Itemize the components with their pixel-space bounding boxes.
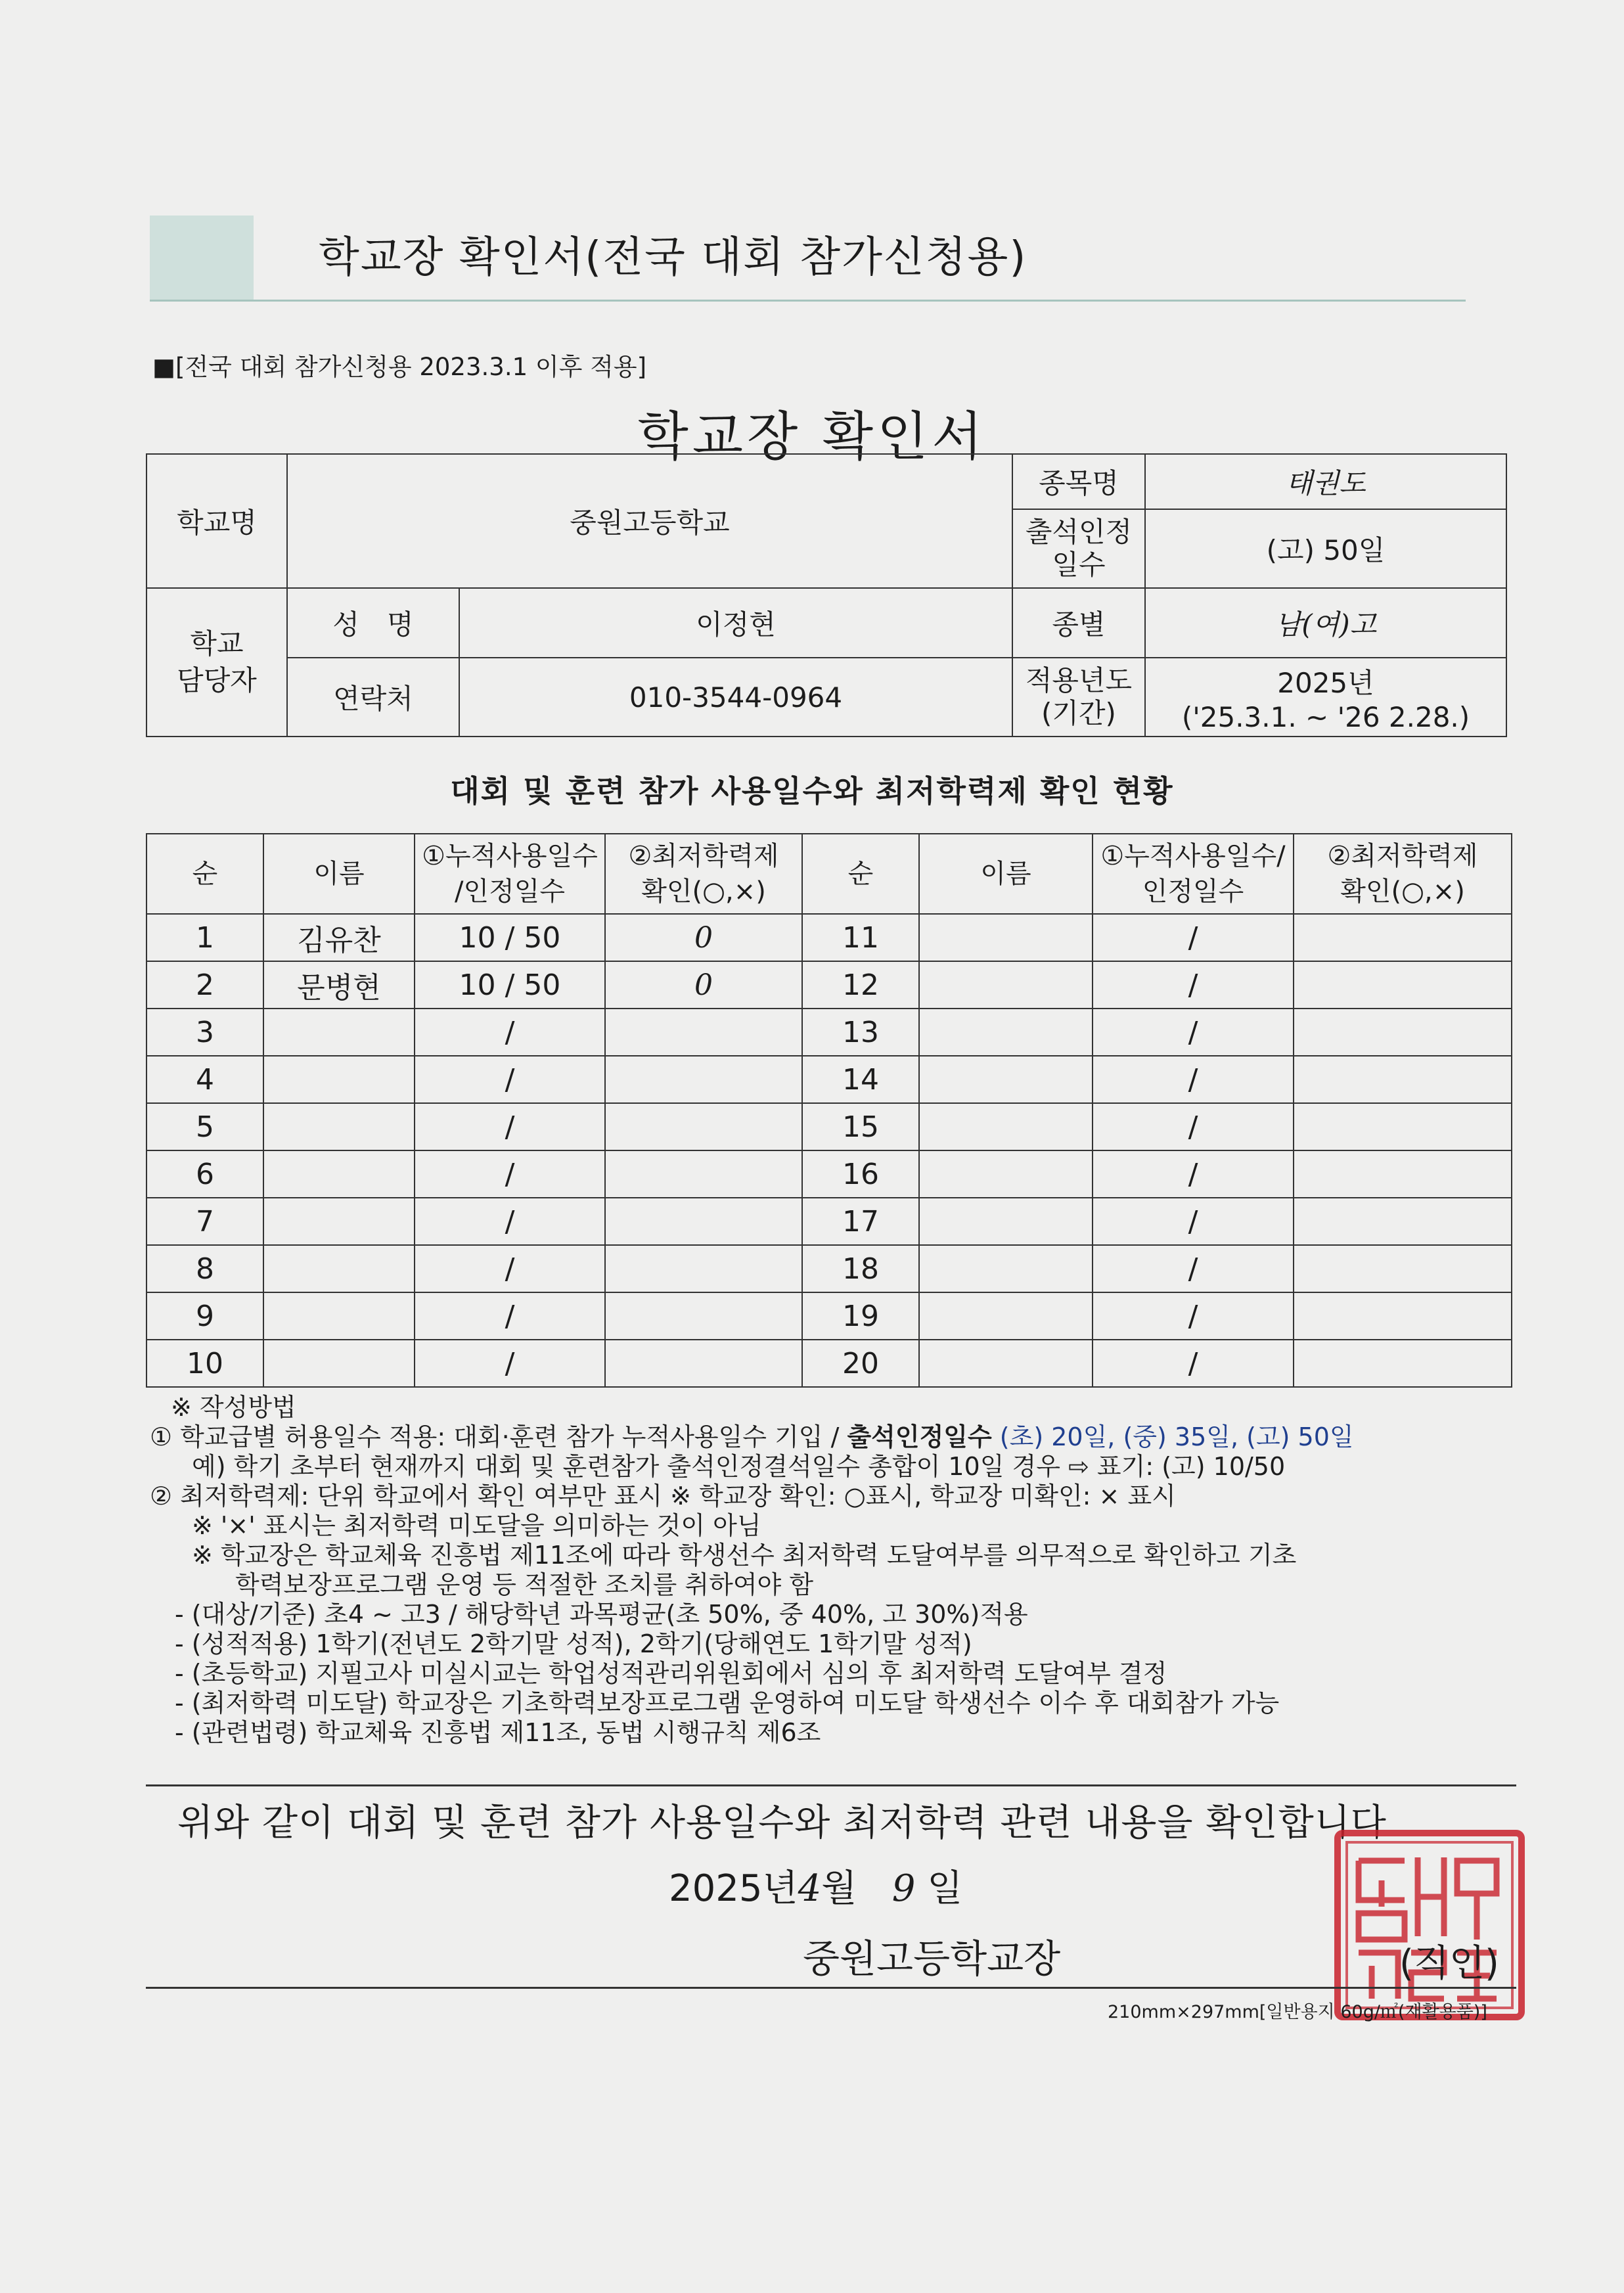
- date-year: 2025년: [669, 1867, 798, 1910]
- roster-row: [147, 914, 1512, 961]
- detail-5: - (관련법령) 학교체육 진흥법 제11조, 동법 시행규칙 제6조: [175, 1718, 821, 1747]
- seal-label: (직인): [1399, 1942, 1499, 1985]
- official-seal: [1332, 1828, 1527, 2022]
- detail-4: - (최저학력 미도달) 학교장은 기초학력보장프로그램 운영하여 미도달 학생선수 이수 후 대회참가 가능: [175, 1689, 1280, 1717]
- row-name-2: [919, 961, 1093, 1009]
- row-name-2: [919, 1009, 1093, 1056]
- note-1-text: ① 학교급별 허용일수 적용: 대회·훈련 참가 누적사용일수 기입 /: [150, 1422, 847, 1451]
- row-check-2: [1294, 1056, 1512, 1103]
- col-check: ②최저학력제 확인(○,×): [605, 834, 802, 914]
- row-no-2: 19: [802, 1292, 919, 1340]
- row-days: 10 / 50: [415, 914, 605, 961]
- row-days: /: [415, 1009, 605, 1056]
- row-check: [605, 1150, 802, 1198]
- row-name: [263, 1292, 415, 1340]
- row-check: [605, 1292, 802, 1340]
- row-days-2: /: [1093, 961, 1294, 1009]
- gender-label: 종별: [1012, 588, 1145, 658]
- roster-row: [147, 1340, 1512, 1387]
- row-no: 10: [147, 1340, 263, 1387]
- row-days: /: [415, 1340, 605, 1387]
- roster-row: [147, 1292, 1512, 1340]
- row-name: [263, 1009, 415, 1056]
- event-label: 종목명: [1012, 454, 1145, 509]
- col-name-2: 이름: [919, 834, 1093, 914]
- row-days: /: [415, 1056, 605, 1103]
- col-name: 이름: [263, 834, 415, 914]
- row-check-2: [1294, 1198, 1512, 1245]
- header-underline: [150, 300, 1466, 302]
- roster-table: [146, 833, 1512, 1388]
- row-check-2: [1294, 1150, 1512, 1198]
- staff-label: 학교 담당자: [147, 588, 287, 737]
- row-name-2: [919, 1150, 1093, 1198]
- detail-2: - (성적적용) 1학기(전년도 2학기말 성적), 2학기(당해연도 1학기말 성적): [175, 1629, 972, 1658]
- instructions: [150, 1393, 1516, 1748]
- bottom-rule: [146, 1987, 1516, 1989]
- notes-heading: ※ 작성방법: [171, 1393, 296, 1422]
- row-days-2: /: [1093, 1009, 1294, 1056]
- row-no: 6: [147, 1150, 263, 1198]
- row-no: 5: [147, 1103, 263, 1150]
- row-no: 4: [147, 1056, 263, 1103]
- row-check: [605, 1245, 802, 1292]
- col-days-2: ①누적사용일수/ 인정일수: [1093, 834, 1294, 914]
- row-no: 1: [147, 914, 263, 961]
- issue-date: [669, 1859, 962, 1912]
- date-day: 9: [891, 1867, 916, 1910]
- detail-1: - (대상/기준) 초4 ~ 고3 / 해당학년 과목평균(초 50%, 중 40%, 고 30%)적용: [175, 1600, 1028, 1629]
- year-label: 적용년도 (기간): [1012, 658, 1145, 737]
- roster-row: [147, 961, 1512, 1009]
- applicability-note: ■[전국 대회 참가신청용 2023.3.1 이후 적용]: [152, 353, 647, 381]
- row-days-2: /: [1093, 1292, 1294, 1340]
- attendance-value: (고) 50일: [1145, 509, 1506, 588]
- row-name: 김유찬: [263, 914, 415, 961]
- row-no-2: 16: [802, 1150, 919, 1198]
- row-check-2: [1294, 1009, 1512, 1056]
- note-2-a: ※ '×' 표시는 최저학력 미도달을 의미하는 것이 아님: [192, 1511, 761, 1540]
- year-cell: [1145, 658, 1506, 737]
- row-no-2: 11: [802, 914, 919, 961]
- note-2: ② 최저학력제: 단위 학교에서 확인 여부만 표시 ※ 학교장 확인: ○표시, 학교장 미확인: × 표시: [150, 1482, 1176, 1510]
- section-title: 대회 및 훈련 참가 사용일수와 최저학력제 확인 현황: [450, 773, 1174, 809]
- gender-value: 남(여)고: [1145, 588, 1506, 658]
- row-days-2: /: [1093, 1150, 1294, 1198]
- roster-row: [147, 1245, 1512, 1292]
- contact-value: 010-3544-0964: [459, 658, 1012, 737]
- row-name: [263, 1056, 415, 1103]
- header-title: 학교장 확인서(전국 대회 참가신청용): [319, 233, 1027, 282]
- roster-row: [147, 1056, 1512, 1103]
- row-check: 0: [605, 914, 802, 961]
- row-no-2: 18: [802, 1245, 919, 1292]
- row-days: /: [415, 1245, 605, 1292]
- row-check-2: [1294, 1103, 1512, 1150]
- row-no-2: 15: [802, 1103, 919, 1150]
- row-no-2: 13: [802, 1009, 919, 1056]
- date-month-unit: 월: [821, 1867, 857, 1910]
- row-days: /: [415, 1198, 605, 1245]
- col-check-2: ②최저학력제 확인(○,×): [1294, 834, 1512, 914]
- name-label: 성 명: [287, 588, 459, 658]
- row-no: 9: [147, 1292, 263, 1340]
- roster-header-row: [147, 834, 1512, 914]
- principal-name: 중원고등학교장: [803, 1936, 1061, 1981]
- row-check-2: [1294, 914, 1512, 961]
- name-value: 이정현: [459, 588, 1012, 658]
- row-check: [605, 1103, 802, 1150]
- header-accent-box: [150, 216, 254, 301]
- detail-3: - (초등학교) 지필고사 미실시교는 학업성적관리위원회에서 심의 후 최저학력 도달여부 결정: [175, 1659, 1167, 1688]
- row-days-2: /: [1093, 1340, 1294, 1387]
- row-no-2: 12: [802, 961, 919, 1009]
- attendance-label: 출석인정 일수: [1012, 509, 1145, 588]
- note-1-bold: 출석인정일수: [847, 1422, 992, 1451]
- date-day-unit: 일: [927, 1867, 963, 1910]
- row-no-2: 20: [802, 1340, 919, 1387]
- row-check: [605, 1009, 802, 1056]
- row-no-2: 17: [802, 1198, 919, 1245]
- row-name: [263, 1150, 415, 1198]
- row-name-2: [919, 1292, 1093, 1340]
- roster-row: [147, 1150, 1512, 1198]
- row-name: [263, 1340, 415, 1387]
- col-no-2: 순: [802, 834, 919, 914]
- row-no: 7: [147, 1198, 263, 1245]
- roster-row: [147, 1198, 1512, 1245]
- row-name: [263, 1245, 415, 1292]
- row-check: 0: [605, 961, 802, 1009]
- row-days: /: [415, 1150, 605, 1198]
- row-no: 2: [147, 961, 263, 1009]
- row-days-2: /: [1093, 1056, 1294, 1103]
- col-days: ①누적사용일수 /인정일수: [415, 834, 605, 914]
- note-2-b2: 학력보장프로그램 운영 등 적절한 조치를 취하여야 함: [235, 1570, 814, 1599]
- school-label: 학교명: [147, 454, 287, 588]
- row-name-2: [919, 1056, 1093, 1103]
- document-title: 학교장 확인서: [637, 406, 987, 467]
- row-name-2: [919, 1103, 1093, 1150]
- row-days-2: /: [1093, 1103, 1294, 1150]
- event-value: 태권도: [1145, 454, 1506, 509]
- row-days-2: /: [1093, 914, 1294, 961]
- row-name: [263, 1103, 415, 1150]
- contact-label: 연락처: [287, 658, 459, 737]
- row-no-2: 14: [802, 1056, 919, 1103]
- row-days: /: [415, 1103, 605, 1150]
- info-table: [146, 453, 1507, 737]
- row-days-2: /: [1093, 1245, 1294, 1292]
- row-days: 10 / 50: [415, 961, 605, 1009]
- col-no: 순: [147, 834, 263, 914]
- row-name: 문병현: [263, 961, 415, 1009]
- roster-row: [147, 1009, 1512, 1056]
- notes-rule: [146, 1784, 1516, 1786]
- row-name: [263, 1198, 415, 1245]
- row-check-2: [1294, 1340, 1512, 1387]
- year-value: 2025년: [1277, 666, 1374, 699]
- note-1: [150, 1422, 1516, 1452]
- note-1-limits: (초) 20일, (중) 35일, (고) 50일: [991, 1422, 1354, 1451]
- row-name-2: [919, 914, 1093, 961]
- date-month: 4: [798, 1867, 822, 1910]
- row-check-2: [1294, 961, 1512, 1009]
- roster-row: [147, 1103, 1512, 1150]
- row-check-2: [1294, 1292, 1512, 1340]
- row-name-2: [919, 1245, 1093, 1292]
- row-no: 3: [147, 1009, 263, 1056]
- school-value: 중원고등학교: [287, 454, 1012, 588]
- row-days: /: [415, 1292, 605, 1340]
- note-1-example: 예) 학기 초부터 현재까지 대회 및 훈련참가 출석인정결석일수 총합이 10일 경우 ⇨ 표기: (고) 10/50: [192, 1452, 1286, 1481]
- period-value: ('25.3.1. ~ '26 2.28.): [1181, 700, 1470, 733]
- row-check: [605, 1198, 802, 1245]
- row-name-2: [919, 1340, 1093, 1387]
- row-name-2: [919, 1198, 1093, 1245]
- row-check: [605, 1340, 802, 1387]
- row-days-2: /: [1093, 1198, 1294, 1245]
- confirmation-text: 위와 같이 대회 및 훈련 참가 사용일수와 최저학력 관련 내용을 확인합니다: [177, 1802, 1387, 1844]
- row-no: 8: [147, 1245, 263, 1292]
- row-check-2: [1294, 1245, 1512, 1292]
- note-2-b1: ※ 학교장은 학교체육 진흥법 제11조에 따라 학생선수 최저학력 도달여부를 의무적으로 확인하고 기초: [192, 1541, 1297, 1570]
- row-check: [605, 1056, 802, 1103]
- paper-spec: 210mm×297mm[일반용지 60g/㎡(재활용품)]: [1108, 2002, 1487, 2022]
